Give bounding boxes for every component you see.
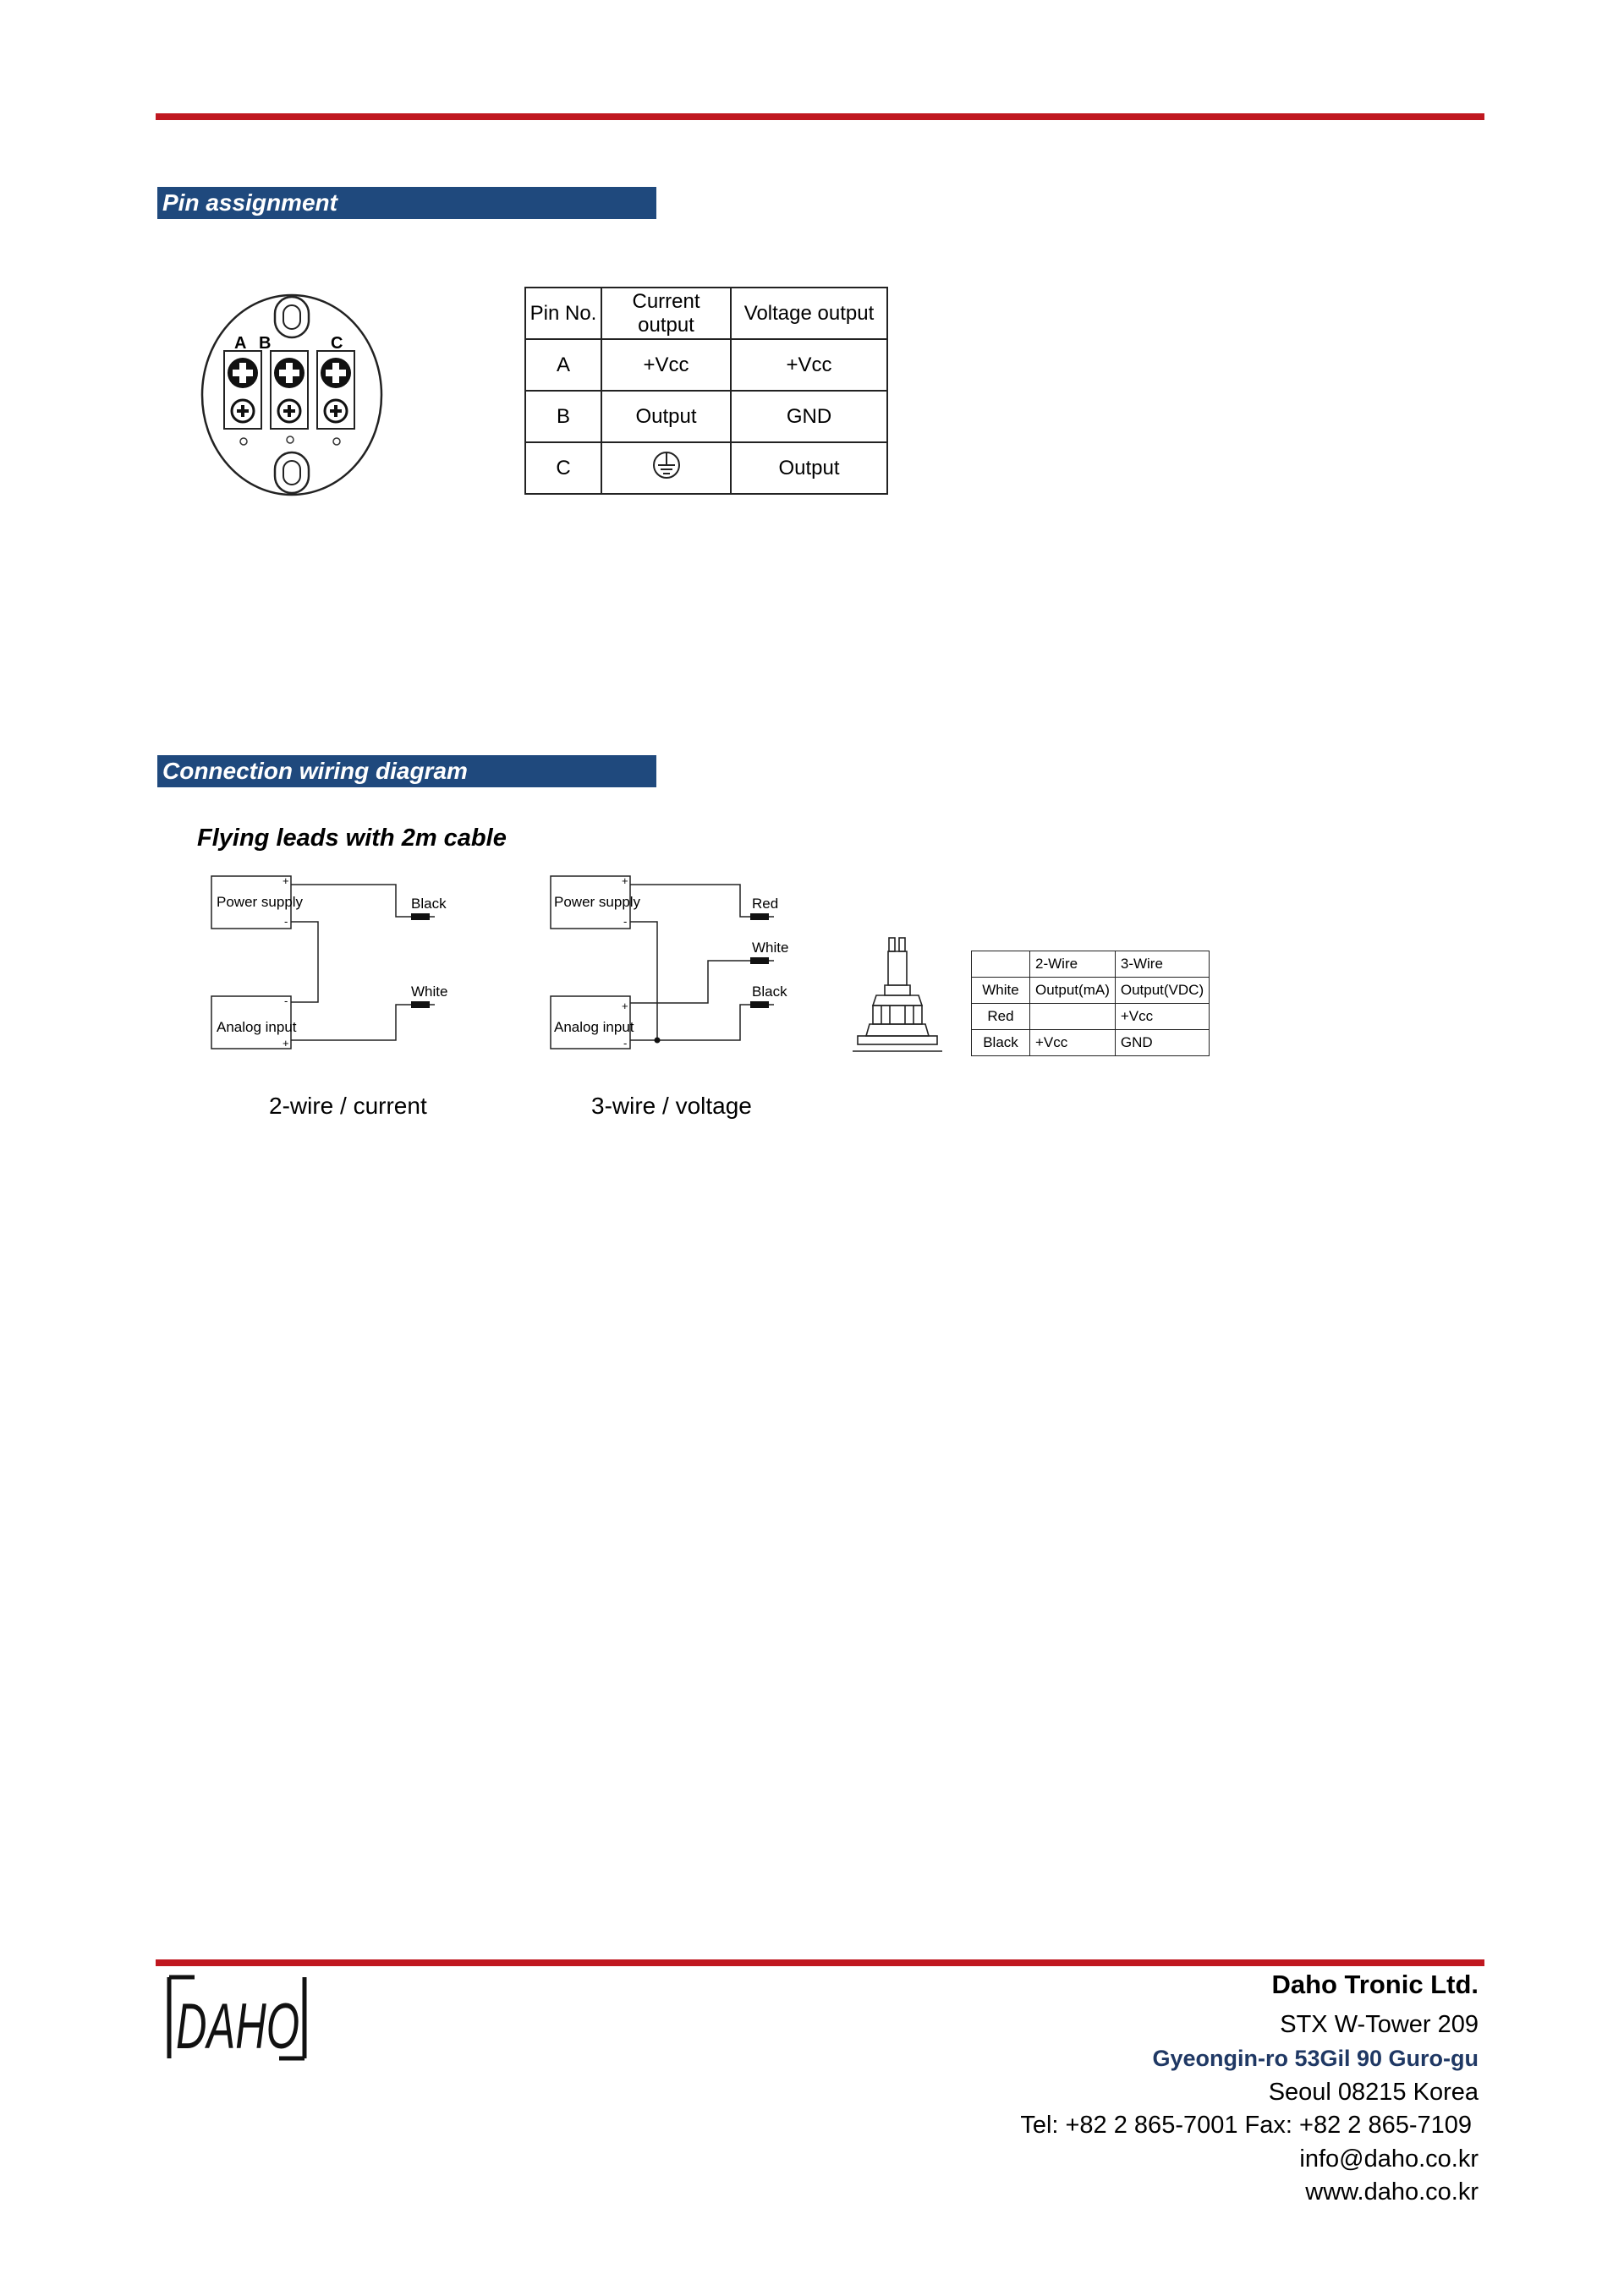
- white-wire-label: White: [752, 940, 789, 956]
- table-cell: [1030, 1004, 1116, 1030]
- red-wire-label: Red: [752, 896, 779, 912]
- address-line-1: STX W-Tower 209: [1280, 2011, 1479, 2038]
- table-cell: +Vcc: [601, 339, 731, 391]
- table-header-cell: Voltage output: [731, 288, 887, 339]
- connector-pin-drawing: [195, 292, 389, 499]
- table-cell: +Vcc: [1115, 1004, 1209, 1030]
- table-cell: Output(mA): [1030, 978, 1116, 1004]
- plus-sign: +: [283, 1037, 289, 1049]
- table-cell: +Vcc: [1030, 1030, 1116, 1056]
- table-cell: B: [525, 391, 601, 442]
- table-cell: Red: [972, 1004, 1030, 1030]
- pin-assignment-table: [524, 287, 888, 495]
- power-supply-label: Power supply: [217, 894, 304, 910]
- black-wire-label: Black: [752, 984, 787, 1000]
- website-link[interactable]: www.daho.co.kr: [1305, 2178, 1479, 2206]
- table-row: [972, 1030, 1210, 1056]
- table-row: [525, 391, 887, 442]
- address-line-3: Seoul 08215 Korea: [1268, 2079, 1479, 2106]
- table-cell: Output: [731, 442, 887, 494]
- email-link[interactable]: info@daho.co.kr: [1299, 2145, 1479, 2173]
- table-cell: Black: [972, 1030, 1030, 1056]
- logo-text: DAHO: [176, 1991, 299, 2063]
- address-line-2: Gyeongin-ro 53Gil 90 Guro-gu: [1152, 2046, 1479, 2071]
- wiring-heading: Connection wiring diagram: [157, 755, 656, 787]
- minus-sign: -: [623, 915, 628, 928]
- minus-sign: -: [284, 915, 288, 928]
- table-cell: [601, 442, 731, 494]
- pin-assignment-heading: Pin assignment: [157, 187, 656, 219]
- wire-color-table: [971, 951, 1210, 1056]
- table-header-row: [525, 288, 887, 339]
- analog-input-label: Analog input: [554, 1019, 634, 1035]
- sensor-cable-drawing: [851, 934, 952, 1061]
- two-wire-diagram: [208, 871, 453, 1066]
- table-cell: +Vcc: [731, 339, 887, 391]
- minus-sign: -: [623, 1037, 628, 1049]
- daho-logo: [161, 1972, 313, 2065]
- table-cell: A: [525, 339, 601, 391]
- power-supply-label: Power supply: [554, 894, 641, 910]
- table-cell: White: [972, 978, 1030, 1004]
- table-cell: GND: [1115, 1030, 1209, 1056]
- table-cell: Output(VDC): [1115, 978, 1209, 1004]
- plus-sign: +: [283, 874, 289, 887]
- wiring-subheading: Flying leads with 2m cable: [197, 825, 507, 852]
- table-cell: Output: [601, 391, 731, 442]
- plus-sign: +: [622, 1000, 628, 1012]
- table-row: [972, 978, 1210, 1004]
- phone-fax: Tel: +82 2 865-7001 Fax: +82 2 865-7109: [1020, 2112, 1472, 2139]
- footer-divider: [156, 1959, 1484, 1966]
- minus-sign: -: [284, 995, 288, 1007]
- three-wire-caption: 3-wire / voltage: [591, 1093, 752, 1119]
- table-row: [972, 1004, 1210, 1030]
- table-header-row: [972, 951, 1210, 978]
- black-wire-label: Black: [411, 896, 447, 912]
- two-wire-caption: 2-wire / current: [269, 1093, 427, 1119]
- table-cell: C: [525, 442, 601, 494]
- table-row: [525, 442, 887, 494]
- table-header-cell: 2-Wire: [1030, 951, 1116, 978]
- analog-input-label: Analog input: [217, 1019, 297, 1035]
- company-name: Daho Tronic Ltd.: [1271, 1970, 1479, 1999]
- pin-label-b: B: [259, 334, 272, 353]
- table-header-cell: [972, 951, 1030, 978]
- table-header-cell: Current output: [601, 288, 731, 339]
- table-cell: GND: [731, 391, 887, 442]
- table-header-cell: Pin No.: [525, 288, 601, 339]
- plus-sign: +: [622, 874, 628, 887]
- pin-label-c: C: [331, 334, 343, 353]
- white-wire-label: White: [411, 984, 448, 1000]
- ground-icon: [652, 448, 681, 482]
- table-row: [525, 339, 887, 391]
- three-wire-diagram: [547, 871, 793, 1066]
- pin-label-a: A: [234, 334, 247, 353]
- top-divider: [156, 113, 1484, 120]
- table-header-cell: 3-Wire: [1115, 951, 1209, 978]
